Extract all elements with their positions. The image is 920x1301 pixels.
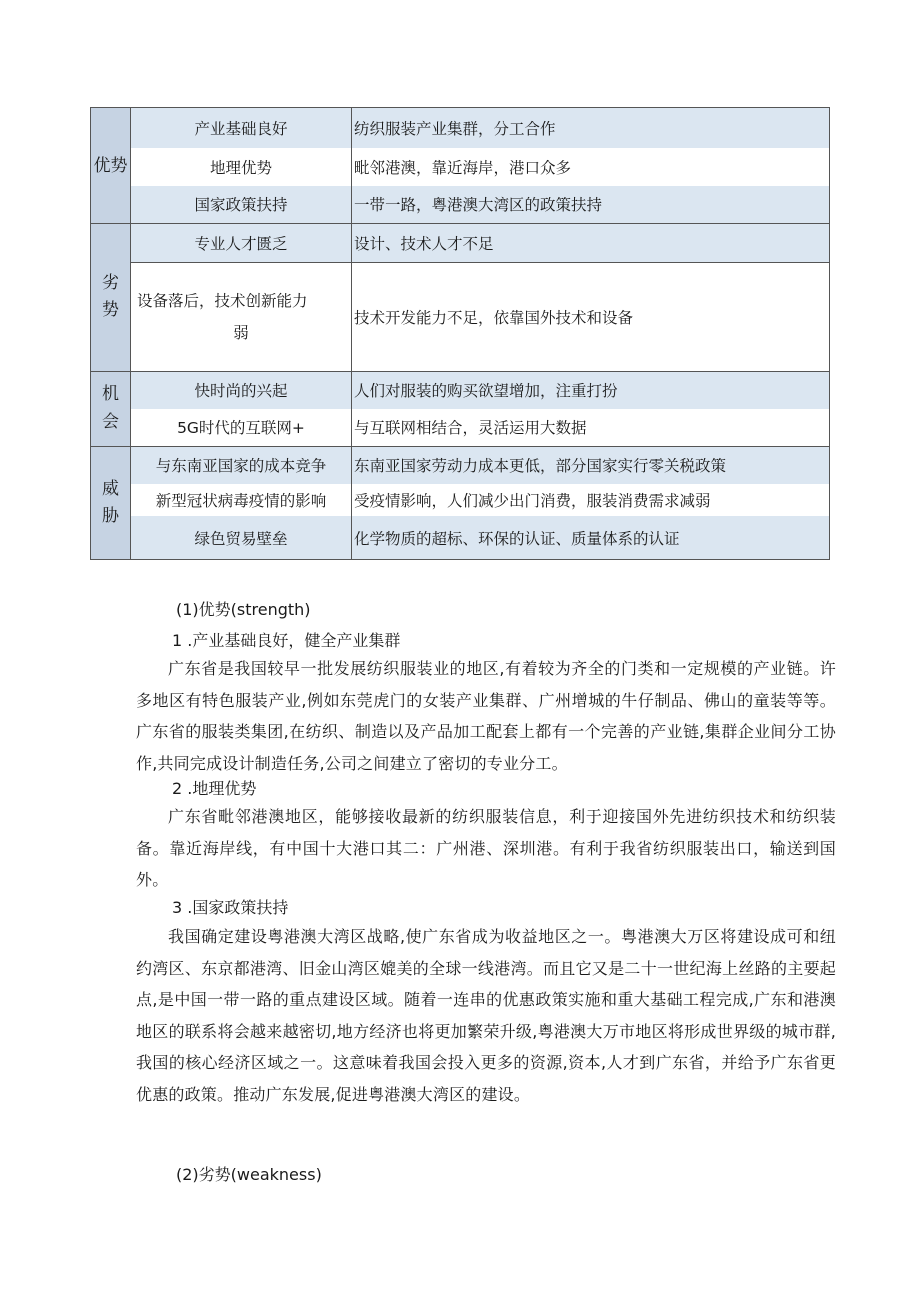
weaknesses-label bbox=[91, 224, 131, 371]
weakness-factor bbox=[131, 263, 352, 371]
strength-detail: 毗邻港澳，靠近海岸，港口众多 bbox=[352, 148, 830, 186]
table-row bbox=[91, 263, 830, 371]
weakness-factor-line1: 设备落后，技术创新能力 bbox=[137, 291, 308, 310]
threat-factor: 新型冠状病毒疫情的影响 bbox=[131, 484, 352, 516]
threat-factor: 与东南亚国家的成本竞争 bbox=[131, 446, 352, 484]
table-row bbox=[91, 371, 830, 409]
threats-label-top: 威 bbox=[102, 478, 119, 499]
item1-paragraph: 广东省是我国较早一批发展纺织服装业的地区,有着较为齐全的门类和一定规模的产业链。许多地区有特色服装产业,例如东莞虎门的女装产业集群、广州增城的牛仔制品、佛山的童装等等。广东省的服装类集团,在纺织、制造以及产品加工配套上都有一个完善的产业链,集群企业间分工协作,共同完成设计制造任务,公司之间建立了密切的专业分工。 bbox=[136, 659, 836, 773]
weakness-detail: 技术开发能力不足，依靠国外技术和设备 bbox=[352, 263, 830, 371]
opportunity-detail: 与互联网相结合，灵活运用大数据 bbox=[352, 409, 830, 446]
weakness-factor-line2: 弱 bbox=[233, 323, 249, 342]
threats-label bbox=[91, 446, 131, 559]
threat-detail: 东南亚国家劳动力成本更低，部分国家实行零关税政策 bbox=[352, 446, 830, 484]
strength-detail: 纺织服装产业集群，分工合作 bbox=[352, 108, 830, 148]
table-row bbox=[91, 224, 830, 263]
opportunities-label bbox=[91, 371, 131, 446]
opportunity-factor: 快时尚的兴起 bbox=[131, 371, 352, 409]
table-row bbox=[91, 108, 830, 148]
strength-factor: 地理优势 bbox=[131, 148, 352, 186]
threats-label-bottom: 胁 bbox=[102, 505, 119, 526]
threat-detail: 受疫情影响，人们减少出门消费，服装消费需求减弱 bbox=[352, 484, 830, 516]
strength-detail: 一带一路，粤港澳大湾区的政策扶持 bbox=[352, 186, 830, 224]
table-row bbox=[91, 186, 830, 224]
item1-heading: 1 .产业基础良好，健全产业集群 bbox=[172, 631, 401, 650]
weakness-factor: 专业人才匮乏 bbox=[131, 224, 352, 263]
swot-table bbox=[90, 107, 830, 560]
table-row bbox=[91, 446, 830, 484]
strength-heading: (1)优势(strength) bbox=[176, 600, 311, 619]
strengths-label: 优势 bbox=[91, 108, 131, 224]
opportunity-detail: 人们对服装的购买欲望增加，注重打扮 bbox=[352, 371, 830, 409]
item2-paragraph: 广东省毗邻港澳地区，能够接收最新的纺织服装信息，利于迎接国外先进纺织技术和纺织装备。靠近海岸线，有中国十大港口其二：广州港、深圳港。有利于我省纺织服装出口，输送到国外。 bbox=[136, 807, 836, 889]
weakness-heading: (2)劣势(weakness) bbox=[176, 1165, 322, 1184]
opportunities-label-bottom: 会 bbox=[102, 411, 119, 432]
item2-heading: 2 .地理优势 bbox=[172, 779, 257, 798]
item3-heading: 3 .国家政策扶持 bbox=[172, 898, 289, 917]
table-row bbox=[91, 484, 830, 516]
weaknesses-label-bottom: 势 bbox=[102, 300, 119, 321]
threat-detail: 化学物质的超标、环保的认证、质量体系的认证 bbox=[352, 516, 830, 559]
weakness-detail: 设计、技术人才不足 bbox=[352, 224, 830, 263]
strength-factor: 产业基础良好 bbox=[131, 108, 352, 148]
item3-paragraph: 我国确定建设粤港澳大湾区战略,使广东省成为收益地区之一。粤港澳大万区将建设成可和纽约湾区、东京都港湾、旧金山湾区媲美的全球一线港湾。而且它又是二十一世纪海上丝路的主要起点,是中国一带一路的重点建设区域。随着一连串的优惠政策实施和重大基础工程完成,广东和港澳地区的联系将会越来越密切,地方经济也将更加繁荣升级,粤港澳大万市地区将形成世界级的城市群,我国的核心经济区域之一。这意味着我国会投入更多的资源,资本,人才到广东省，并给予广东省更优惠的政策。推动广东发展,促进粤港澳大湾区的建设。 bbox=[136, 927, 836, 1104]
opportunities-label-top: 机 bbox=[102, 384, 119, 405]
table-row bbox=[91, 516, 830, 559]
opportunity-factor: 5G时代的互联网+ bbox=[131, 409, 352, 446]
table-row bbox=[91, 148, 830, 186]
strength-factor: 国家政策扶持 bbox=[131, 186, 352, 224]
weaknesses-label-top: 劣 bbox=[102, 273, 119, 294]
table-row bbox=[91, 409, 830, 446]
threat-factor: 绿色贸易壁垒 bbox=[131, 516, 352, 559]
